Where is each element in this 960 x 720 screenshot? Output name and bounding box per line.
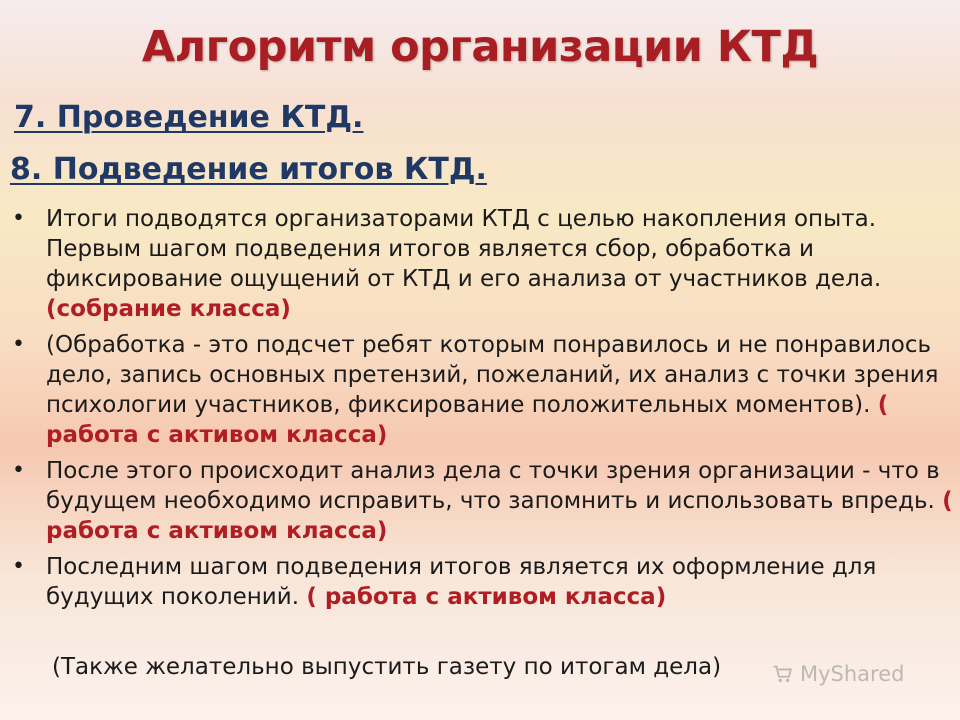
bullet-highlight: (собрание класса) [46, 296, 291, 322]
heading-step-8: 8. Подведение итогов КТД. [10, 152, 487, 187]
bullet-icon: • [12, 554, 25, 579]
slide-title: Алгоритм организации КТД [141, 22, 819, 72]
bullet-highlight: ( работа с активом класса) [306, 584, 667, 610]
bullet-text: После этого происходит анализ дела с точки зрения организации - что в будущем необходимо исправить, что запомнить и использовать впредь. [46, 458, 943, 514]
watermark-text: MyShared [800, 662, 905, 686]
final-note: (Также желательно выпустить газету по итогам дела) [52, 654, 722, 680]
list-item [10, 330, 955, 450]
cart-icon [772, 663, 794, 685]
watermark [772, 662, 904, 686]
bullet-text: (Обработка - это подсчет ребят которым понравилось и не понравилось дело, запись основных претензий, пожеланий, их анализ с точки зрения психологии участников, фиксирование положительных моментов). [46, 332, 939, 418]
heading-step-7: 7. Проведение КТД. [14, 100, 364, 135]
list-item [10, 552, 955, 612]
list-item [10, 456, 955, 546]
bullet-icon: • [12, 458, 25, 483]
list-item [10, 204, 955, 324]
bullet-list [10, 204, 955, 618]
bullet-icon: • [12, 332, 25, 357]
bullet-text: Итоги подводятся организаторами КТД с целью накопления опыта. Первым шагом подведения итогов является сбор, обработка и фиксирование ощущений от КТД и его анализа от участников дела. [46, 206, 882, 292]
bullet-icon: • [12, 206, 25, 231]
bullet-text: Последним шагом подведения итогов является их оформление для будущих поколений. [46, 554, 877, 610]
bullet-highlight: ( работа с активом класса) [46, 488, 953, 544]
bullet-highlight: ( работа с активом класса) [46, 392, 889, 448]
